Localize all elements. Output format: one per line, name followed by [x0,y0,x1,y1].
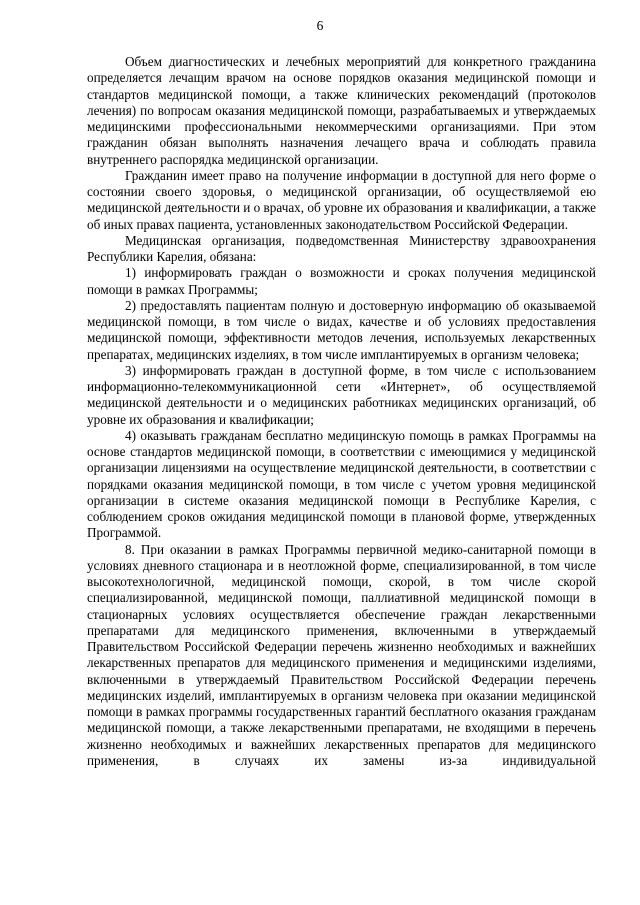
paragraph-treatment-scope: Объем диагностических и лечебных мероприятий для конкретного гражданина определяется лечащим врачом на основе порядков оказания медицинской помощи и стандартов медицинской помощи, а также клинических рекомендаций (протоколов лечения) по вопросам оказания медицинской помощи, разрабатываемых и утверждаемых медицинскими профессиональными некоммерческими организациями. При этом гражданин обязан выполнять назначения лечащего врача и соблюдать правила внутреннего распорядка медицинской организации. [87,54,596,167]
page-number: 6 [316,18,324,33]
list-item-2: 2) предоставлять пациентам полную и достоверную информацию об оказываемой медицинской помощи, в том числе о видах, качестве и об условиях предоставления медицинской помощи, эффективности методов лечения, используемых лекарственных препаратах, медицинских изделиях, в том числе имплантируемых в организм человека; [87,297,596,362]
list-item-1: 1) информировать граждан о возможности и сроках получения медицинской помощи в рамках Программы; [87,265,596,297]
paragraph-organization-obligations: Медицинская организация, подведомственная Министерству здравоохранения Республики Карелия, обязана: [87,232,596,264]
document-body [87,54,596,769]
list-item-4: 4) оказывать гражданам бесплатно медицинскую помощь в рамках Программы на основе стандартов медицинской помощи, в соответствии с имеющимися у медицинской организации лицензиями на осуществление медицинской деятельности, в соответствии с порядками оказания медицинской помощи, в том числе с учетом уровня медицинской организации в системе оказания медицинской помощи в Республике Карелия, с соблюдением сроков ожидания медицинской помощи в плановой форме, утвержденных Программой. [87,427,596,541]
paragraph-right-to-information: Гражданин имеет право на получение информации в доступной для него форме о состоянии своего здоровья, о медицинской организации, об осуществляемой ею медицинской деятельности и о врачах, об уровне их образования и квалификации, а также об иных правах пациента, установленных законодательством Российской Федерации. [87,167,596,232]
section-8-paragraph: 8. При оказании в рамках Программы первичной медико-санитарной помощи в условиях дневного стационара и в неотложной форме, специализированной, в том числе высокотехнологичной, медицинской помощи, скорой, в том числе скорой специализированной, медицинской помощи, паллиативной медицинской помощи в стационарных условиях осуществляется обеспечение граждан лекарственными препаратами для медицинского применения, включенными в утверждаемый Правительством Российской Федерации перечень жизненно необходимых и важнейших лекарственных препаратов для медицинского применения и медицинскими изделиями, включенными в утверждаемый Правительством Российской Федерации перечень медицинских изделий, имплантируемых в организм человека при оказании медицинской помощи в рамках программы государственных гарантий бесплатного оказания гражданам медицинской помощи, а также лекарственными препаратами, не входящими в перечень жизненно необходимых и важнейших лекарственных препаратов для медицинского применения, в случаях их замены из-за индивидуальной [87,541,596,768]
list-item-3: 3) информировать граждан в доступной форме, в том числе с использованием информационно-телекоммуникационной сети «Интернет», об осуществляемой медицинской деятельности и о медицинских работниках медицинских организаций, об уровне их образования и квалификации; [87,362,596,427]
